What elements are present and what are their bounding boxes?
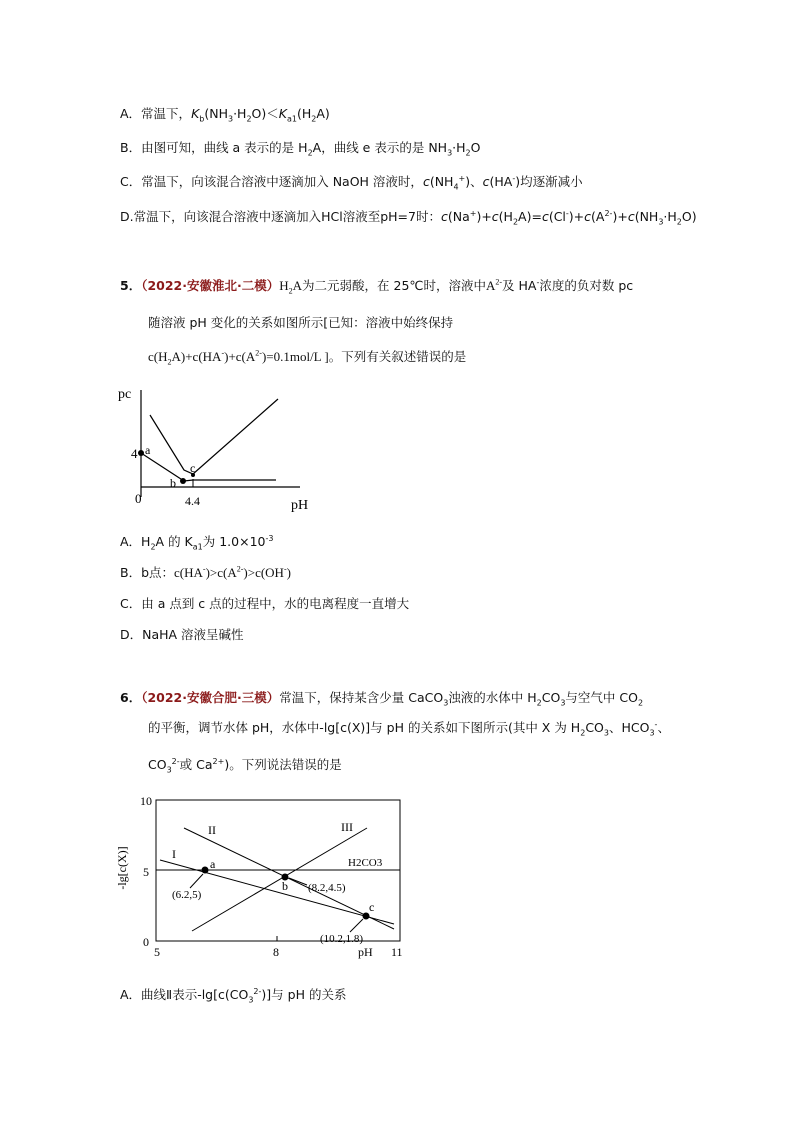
q5-point-a [138,450,144,456]
q6-source: （2022·安徽合肥·三模） [141,690,280,705]
q6-point-label-b: b [282,879,288,893]
q6-stem-line1: 6．（2022·安徽合肥·三模）常温下，保持某含少量 CaCO$_3$浊液的水体中 $H_2CO_3$与空气中 $CO_2$ [120,690,644,708]
q5-source: （2022·安徽淮北·二模） [141,278,280,293]
q6-ytick-10: 10 [140,794,152,808]
q6-xtick-8: 8 [273,945,279,959]
q4-option-d: D.常温下，向该混合溶液中逐滴加入HCl溶液至pH=7时：$c(Na^+)+c(H_2A)=c(Cl^-)+c(A^{2-})+c(NH_3\cdot H_2O)$ [120,208,697,227]
q5-ylabel: pc [118,387,132,402]
q6-number: 6． [120,690,142,705]
q5-curve-h2a [141,453,276,481]
q5-xlabel: pH [291,498,309,513]
q4-option-c: C．常温下，向该混合溶液中逐滴加入 NaOH 溶液时，$c(NH_4^+)$、c(HA-)均逐渐减小 [120,173,583,192]
q5-xtick-0: 0 [135,491,142,506]
q6-ytick-0: 0 [143,935,149,949]
q5-number: 5． [120,278,142,293]
q6-line-iii [192,828,367,931]
q6-label-ii: II [208,823,216,837]
q6-ytick-5: 5 [143,865,149,879]
q6-chart [112,788,412,963]
q6-arrow-a [190,874,203,888]
q6-ylabel: -lg[c(X)] [115,846,129,890]
q6-annot-b: (8.2,4.5) [308,882,346,894]
q6-point-label-c: c [369,900,375,914]
q5-option-b: B．b点：$c(HA^-)>c(A^{2-})>c(OH^-)$ [120,564,291,580]
q6-label-h2co3: H2CO3 [348,857,383,869]
q5-chart [110,380,320,515]
q6-xlabel: pH [358,945,373,959]
q4-option-b: B．由图可知，曲线 a 表示的是 $H_2A$，曲线 e 表示的是 $NH_3\cdot H_2O$ [120,140,481,158]
q5-xtick-44: 4.4 [185,494,200,508]
q5-label-b: b [170,476,176,490]
q5-option-d: D．NaHA 溶液呈碱性 [120,627,244,642]
q6-annot-a: (6.2,5) [172,889,202,901]
q5-curve-ha [150,399,278,474]
q6-xtick-11: 11 [391,945,403,959]
q5-option-c: C．由 a 点到 c 点的过程中，水的电离程度一直增大 [120,596,410,611]
q6-option-a: A．曲线Ⅱ表示$-\lg[c(CO_3^{2-})]$与 pH 的关系 [120,986,347,1005]
q5-label-a: a [145,443,151,457]
q6-annot-c: (10.2,1.8) [320,933,364,945]
q6-xtick-5: 5 [154,945,160,959]
q6-stem-line2: 的平衡，调节水体 pH，水体中-lg[c(X)]与 pH 的关系如下图所示(其中 X 为 $H_2CO_3$、$HCO_3^-$、 [148,719,670,738]
q5-stem-line1: 5．（2022·安徽淮北·二模）$H_2A$为二元弱酸，在 25℃时，溶液中$A^{2-}$及 HA-浓度的负对数 pc [120,277,634,296]
q6-arrow-c [350,919,363,932]
q5-label-c: c [190,461,196,475]
q5-stem-line3: $c(H_2A)+c(HA^-)+c(A^{2-})=0.1mol/L$ ]。下列有关叙述错误的是 [148,348,467,367]
q5-point-b [180,478,186,484]
q6-label-i: I [172,847,176,861]
q6-stem-line3: $CO_3^{2-}$或 $Ca^{2+}$)。下列说法错误的是 [148,756,342,775]
q5-ytick-4: 4 [131,446,138,461]
q6-point-a [202,867,209,874]
q5-stem-line2: 随溶液 pH 变化的关系如图所示[已知：溶液中始终保持 [148,315,454,330]
q6-point-label-a: a [210,857,216,871]
q6-arrow-b [289,878,307,885]
q6-label-iii: III [341,820,353,834]
q4-option-a: A．常温下，$K_b(NH_3\cdot H_2O)<K_{a1}(H_2A)$ [120,106,330,124]
q5-option-a: A．$H_2A$ 的 $K_{a1}$为 $1.0\times 10^{-3}$ [120,533,274,552]
